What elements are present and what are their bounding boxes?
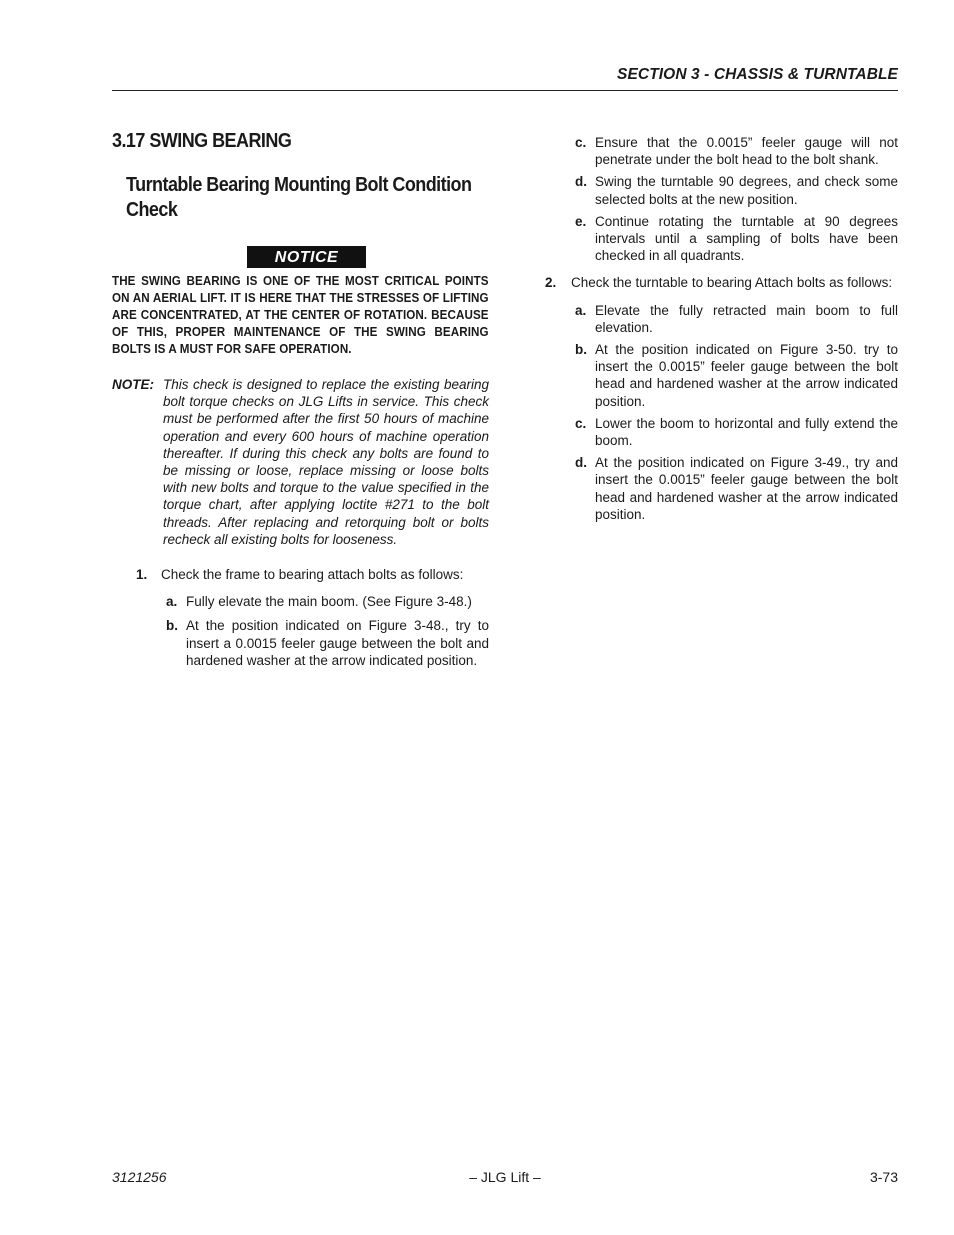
step-text: Check the turntable to bearing Attach bolts as follows: bbox=[571, 275, 893, 291]
page-number: 3-73 bbox=[869, 1169, 898, 1185]
substep-letter: c. bbox=[575, 135, 587, 150]
document-number: 3121256 bbox=[112, 1169, 167, 1185]
page-footer bbox=[112, 1169, 898, 1189]
substep-text: At the position indicated on Figure 3-48., try to insert a 0.0015 feeler gauge between the bolt and hardened washer at the arrow indicated position. bbox=[186, 618, 489, 668]
substep-letter: d. bbox=[575, 455, 587, 471]
substep-text: Ensure that the 0.0015” feeler gauge will not penetrate under the bolt head to the bolt shank. bbox=[595, 135, 898, 168]
substep-2b bbox=[575, 341, 898, 410]
note-text: This check is designed to replace the existing bearing bolt torque checks on JLG Lifts in service. This check must be performed after the first 50 hours of machine operation and every 600 hours of machine operation thereafter. If during this check any bolts are found to be missing or loose, replace missing or loose bolts with new bolts and torque to the value specified in the torque chart, after applying loctite #271 to the bolt threads. After replacing and retorquing bolt or bolts recheck all existing bolts for looseness. bbox=[163, 377, 489, 547]
step-1 bbox=[136, 566, 489, 583]
substep-text: Fully elevate the main boom. (See Figure 3-48.) bbox=[186, 594, 472, 610]
step-text: Check the frame to bearing attach bolts as follows: bbox=[161, 567, 464, 583]
step-number: 1. bbox=[136, 567, 148, 583]
note-block bbox=[112, 376, 489, 548]
section-header-title: SECTION 3 - CHASSIS & TURNTABLE bbox=[617, 66, 898, 83]
substep-text: Lower the boom to horizontal and fully extend the boom. bbox=[595, 415, 898, 449]
notice-text: THE SWING BEARING IS ONE OF THE MOST CRITICAL POINTS ON AN AERIAL LIFT. IT IS HERE THAT THE STRESSES OF LIFTING ARE CONCENTRATED, AT THE CENTER OF ROTATION. BECAUSE OF THIS, PROPER MAINTENANCE OF THE SWING BEARING BOLTS IS A MUST FOR SAFE OPERATION. bbox=[112, 274, 489, 356]
substep-letter: a. bbox=[166, 594, 178, 610]
substep-2d bbox=[575, 454, 898, 523]
substep-1c bbox=[575, 134, 898, 168]
notice-banner bbox=[112, 246, 489, 268]
substep-2a bbox=[575, 302, 898, 336]
step-2 bbox=[545, 274, 898, 291]
substep-text: Swing the turntable 90 degrees, and check some selected bolts at the new position. bbox=[595, 174, 898, 207]
substep-letter: c. bbox=[575, 415, 587, 431]
notice-badge: NOTICE bbox=[247, 246, 366, 268]
note-label: NOTE: bbox=[112, 377, 154, 392]
substep-letter: d. bbox=[575, 174, 587, 190]
substep-letter: b. bbox=[575, 342, 587, 358]
substep-1e bbox=[575, 213, 898, 265]
left-column bbox=[112, 130, 489, 669]
subsection-title: Turntable Bearing Mounting Bolt Condition Check bbox=[126, 174, 472, 221]
section-title: 3.17 SWING BEARING bbox=[112, 130, 292, 152]
step-number: 2. bbox=[545, 275, 557, 291]
substep-text: Elevate the fully retracted main boom to full elevation. bbox=[595, 302, 898, 335]
substep-1d bbox=[575, 173, 898, 207]
substep-letter: b. bbox=[166, 618, 178, 634]
substep-1a bbox=[166, 593, 489, 610]
substep-text: Continue rotating the turntable at 90 degrees intervals until a sampling of bolts have been checked in all quadrants. bbox=[595, 213, 898, 264]
substep-letter: e. bbox=[575, 213, 587, 229]
substep-text: At the position indicated on Figure 3-50. try to insert the 0.0015” feeler gauge between the bolt head and hardened washer at the arrow indicated position. bbox=[595, 342, 898, 409]
footer-brand: – JLG Lift – bbox=[469, 1169, 541, 1185]
right-column bbox=[545, 134, 898, 523]
substep-1b bbox=[166, 617, 489, 669]
substep-letter: a. bbox=[575, 302, 587, 318]
page-header bbox=[112, 64, 898, 91]
substep-2c bbox=[575, 415, 898, 449]
substep-text: At the position indicated on Figure 3-49., try and insert the 0.0015” feeler gauge between the bolt head and hardened washer at the arrow indicated position. bbox=[595, 455, 898, 522]
